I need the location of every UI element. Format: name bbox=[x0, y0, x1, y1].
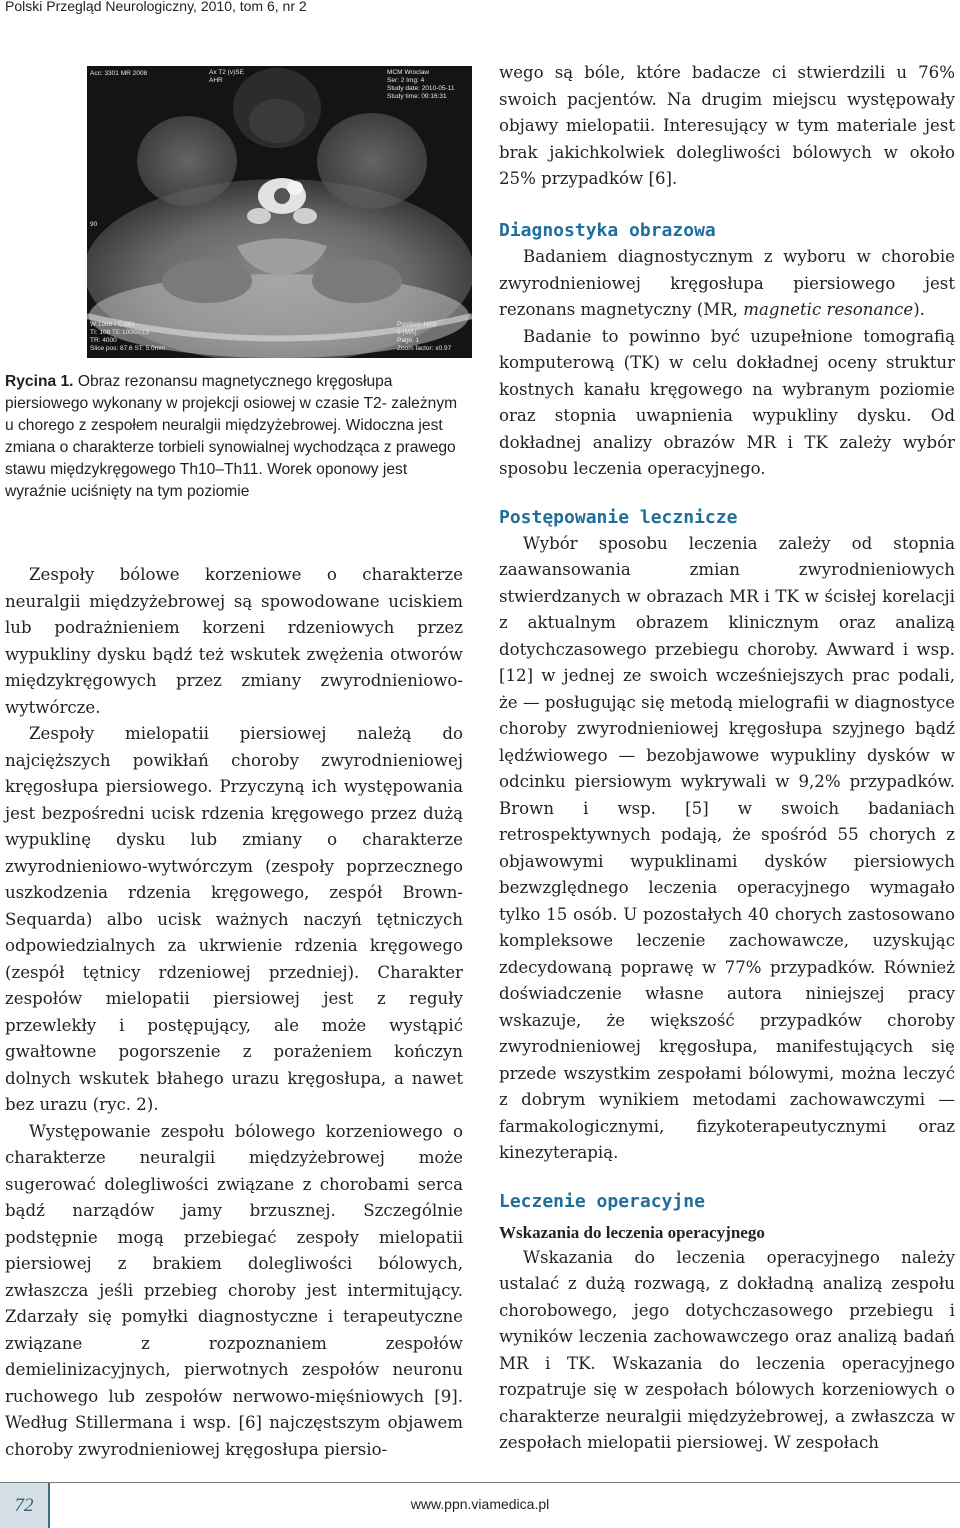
overlay-br-1: 5 (MA) bbox=[397, 329, 417, 336]
overlay-br-3: Zoom factor: x0.97 bbox=[397, 345, 452, 352]
mri-figure bbox=[87, 66, 472, 358]
overlay-tr-3: Study time: 09:16:31 bbox=[387, 93, 447, 100]
subheading-indications: Wskazania do leczenia operacyjnego bbox=[499, 1222, 765, 1242]
paragraph-radicular-syndromes: Zespoły bólowe korzeniowe o charakterze neuralgii międzyżebrowej są spowodowane uciskiem lub podrażnieniem korzeni rdzeniowych przez wypukliny dysku bądź też wskutek zwężenia otworów międzykręgowych przez zmiany zwyrodnieniowo-wytwórcze. bbox=[5, 565, 463, 717]
overlay-bl-2: TR: 4000 bbox=[90, 337, 117, 344]
paragraph-treatment: Wybór sposobu leczenia zależy od stopnia zaawansowania zmian zwyrodnieniowych stwierdzanych w obrazach MR i TK w ścisłej korelacji z aktualnym obrazem klinicznym oraz analizą dotychczasowego przebiegu choroby. Awward i wsp. [12] w jednej ze swoich wcześniejszych prac podali, że — posługując się metodą mielografii w diagnostyce choroby zwyrodnieniowej kręgosłupa szyjnego bądź lędźwiowego — bezobjawowe wypukliny dysków w odcinku piersiowym wykrywali w 9,2% przypadków. Brown i wsp. [5] w swoich badaniach retrospektywnych podają, że spośród 55 chorych z objawowymi wypuklinami dysków piersiowych bezwzględnego leczenia operacyjnego wymagało tylko 15 osób. U pozostałych 40 chorych zastosowano kompleksowe leczenie zachowawcze, uzyskując zdecydowaną poprawę w 77% przypadków. Również doświadczenie własne autora niniejszej pracy wskazuje, że większość przypadków choroby zwyrodnieniowej kręgosłupa, manifestujących się przede wszystkim zespołami bólowymi, można leczyć z dobrym wynikiem metodami zachowawczymi — farmakologicznymi, fizykoterapeutycznymi oraz kinezyterapią. bbox=[499, 533, 955, 1162]
overlay-bl-3: Slice pos: 87.6 ST: 5.0mm bbox=[90, 345, 166, 352]
overlay-br-0: Position: HFS bbox=[397, 321, 437, 328]
heading-diagnostics: Diagnostyka obrazowa bbox=[499, 220, 716, 241]
overlay-tc-1: AHR bbox=[209, 77, 223, 84]
heading-treatment: Postępowanie lecznicze bbox=[499, 506, 738, 528]
caption-text: Obraz rezonansu magnetycznego kręgosłupa piersiowego wykonany w projekcji osiowej w czasie T2- zależnym u chorego z zespołem neuralgii międzyżebrowej. Widoczna jest zmiana o charakterze torbieli synowialnej wychodząca z prawego stawu międzykręgowego Th10–Th11. Worek oponowy jest wyraźnie uciśnięty na tym poziomie bbox=[5, 373, 458, 500]
page-number: 72 bbox=[0, 1483, 50, 1528]
right-column-continuation bbox=[499, 60, 955, 193]
overlay-ml-0: 90 bbox=[90, 221, 98, 228]
overlay-tr-0: MCM Wroclaw bbox=[387, 69, 430, 76]
journal-header: Polski Przegląd Neurologiczny, 2010, tom 6, nr 2 bbox=[5, 0, 307, 14]
paragraph-indications: Wskazania do leczenia operacyjnego należy ustalać z dużą rozwagą, z dokładną analizą zespołu chorobowego, jego dotychczasowego przebiegu i wyników leczenia zachowawczego oraz analizą badań MR i TK. Wskazania do leczenia operacyjnego rozpatruje się w zespołach bólowych korzeniowych o charakterze neuralgii międzyżebrowej, a zwłaszcza w zespołach mielopatii piersiowej. W zespołach bbox=[499, 1247, 955, 1452]
overlay-br-2: Page: 1 bbox=[397, 337, 420, 344]
overlay-bl-1: TI: 108 TE:100/2015 bbox=[90, 329, 150, 336]
paragraph-diagnostics-mr: Badaniem diagnostycznym z wyboru w chorobie zwyrodnieniowej kręgosłupa piersiowego jest rezonans magnetyczny (MR, magnetic resonance). bbox=[499, 247, 955, 319]
overlay-tc-0: Ax T2 (v)SE bbox=[209, 69, 244, 76]
mri-scan-image bbox=[87, 66, 472, 358]
figure-caption bbox=[5, 371, 463, 503]
footer-rule bbox=[0, 1482, 960, 1483]
right-column bbox=[499, 218, 955, 1457]
paragraph-myelopathy: Zespoły mielopatii piersiowej należą do najcięższych powikłań choroby zwyrodnieniowej kręgosłupa piersiowego. Przyczyną ich występowania jest bezpośredni ucisk rdzenia kręgowego przez dużą wypuklinę dysku lub zmiany o charakterze zwyrodnieniowo-wytwórczym (zespoły poprzecznego uszkodzenia rdzenia kręgowego, zespół Brown-Sequarda) albo ucisk ważnych naczyń tętniczych odpowiedzialnych za ukrwienie rdzenia kręgowego (zespół tętnicy rdzeniowej przedniej). Charakter zespołów mielopatii piersiowej jest z reguły przewlekły i postępujący, ale może wystąpić gwałtowne pogorszenie z porażeniem kończyn dolnych wskutek błahego urazu kręgosłupa, a nawet bez urazu (ryc. 2). bbox=[5, 724, 463, 1114]
left-column bbox=[5, 562, 463, 1463]
overlay-tl-0: Acc: 3301 MR 2008 bbox=[90, 70, 148, 77]
caption-label: Rycina 1. bbox=[5, 373, 74, 390]
footer-url[interactable]: www.ppn.viamedica.pl bbox=[410, 1496, 550, 1512]
overlay-tr-1: Ser: 2 Img: 4 bbox=[387, 77, 425, 84]
paragraph-diagnostics-ct: Badanie to powinno być uzupełnione tomografią komputerową (TK) w celu dokładnej oceny struktur kostnych kanału kręgowego na wybranym poziomie oraz stopnia uwapnienia wypukliny dysku. Od dokładnej analizy obrazów MR i TK zależy wybór sposobu leczenia operacyjnego. bbox=[499, 326, 955, 478]
heading-surgery: Leczenie operacyjne bbox=[499, 1190, 705, 1212]
overlay-tr-2: Study date: 2010-05-11 bbox=[387, 85, 455, 92]
overlay-bl-0: W:1966 / C:661 bbox=[90, 321, 136, 328]
paragraph-differential: Występowanie zespołu bólowego korzeniowego o charakterze neuralgii międzyżebrowej może sugerować dolegliwości związane z chorobami serca bądź narządów jamy brzusznej. Szczególnie podstępnie mogą przebiegać zespoły mielopatii piersiowej z brakiem dolegliwości bólowych, zwłaszcza jeśli przebieg choroby jest intermitujący. Zdarzały się pomyłki diagnostyczne i terapeutyczne związane z rozpoznaniem zespołów demielinizacyjnych, pierwotnych zespołów neuronu ruchowego lub zespołów nerwowo-mięśniowych [9]. Według Stillermana i wsp. [6] najczęstszym objawem choroby zwyrodnieniowej kręgosłupa piersio- bbox=[5, 1121, 463, 1459]
paragraph-continuation: wego są bóle, które badacze ci stwierdzili u 76% swoich pacjentów. Na drugim miejscu występowały objawy mielopatii. Interesujący w tym materiale jest brak jakichkolwiek dolegliwości bólowych w około 25% przypadków [6]. bbox=[499, 63, 955, 188]
